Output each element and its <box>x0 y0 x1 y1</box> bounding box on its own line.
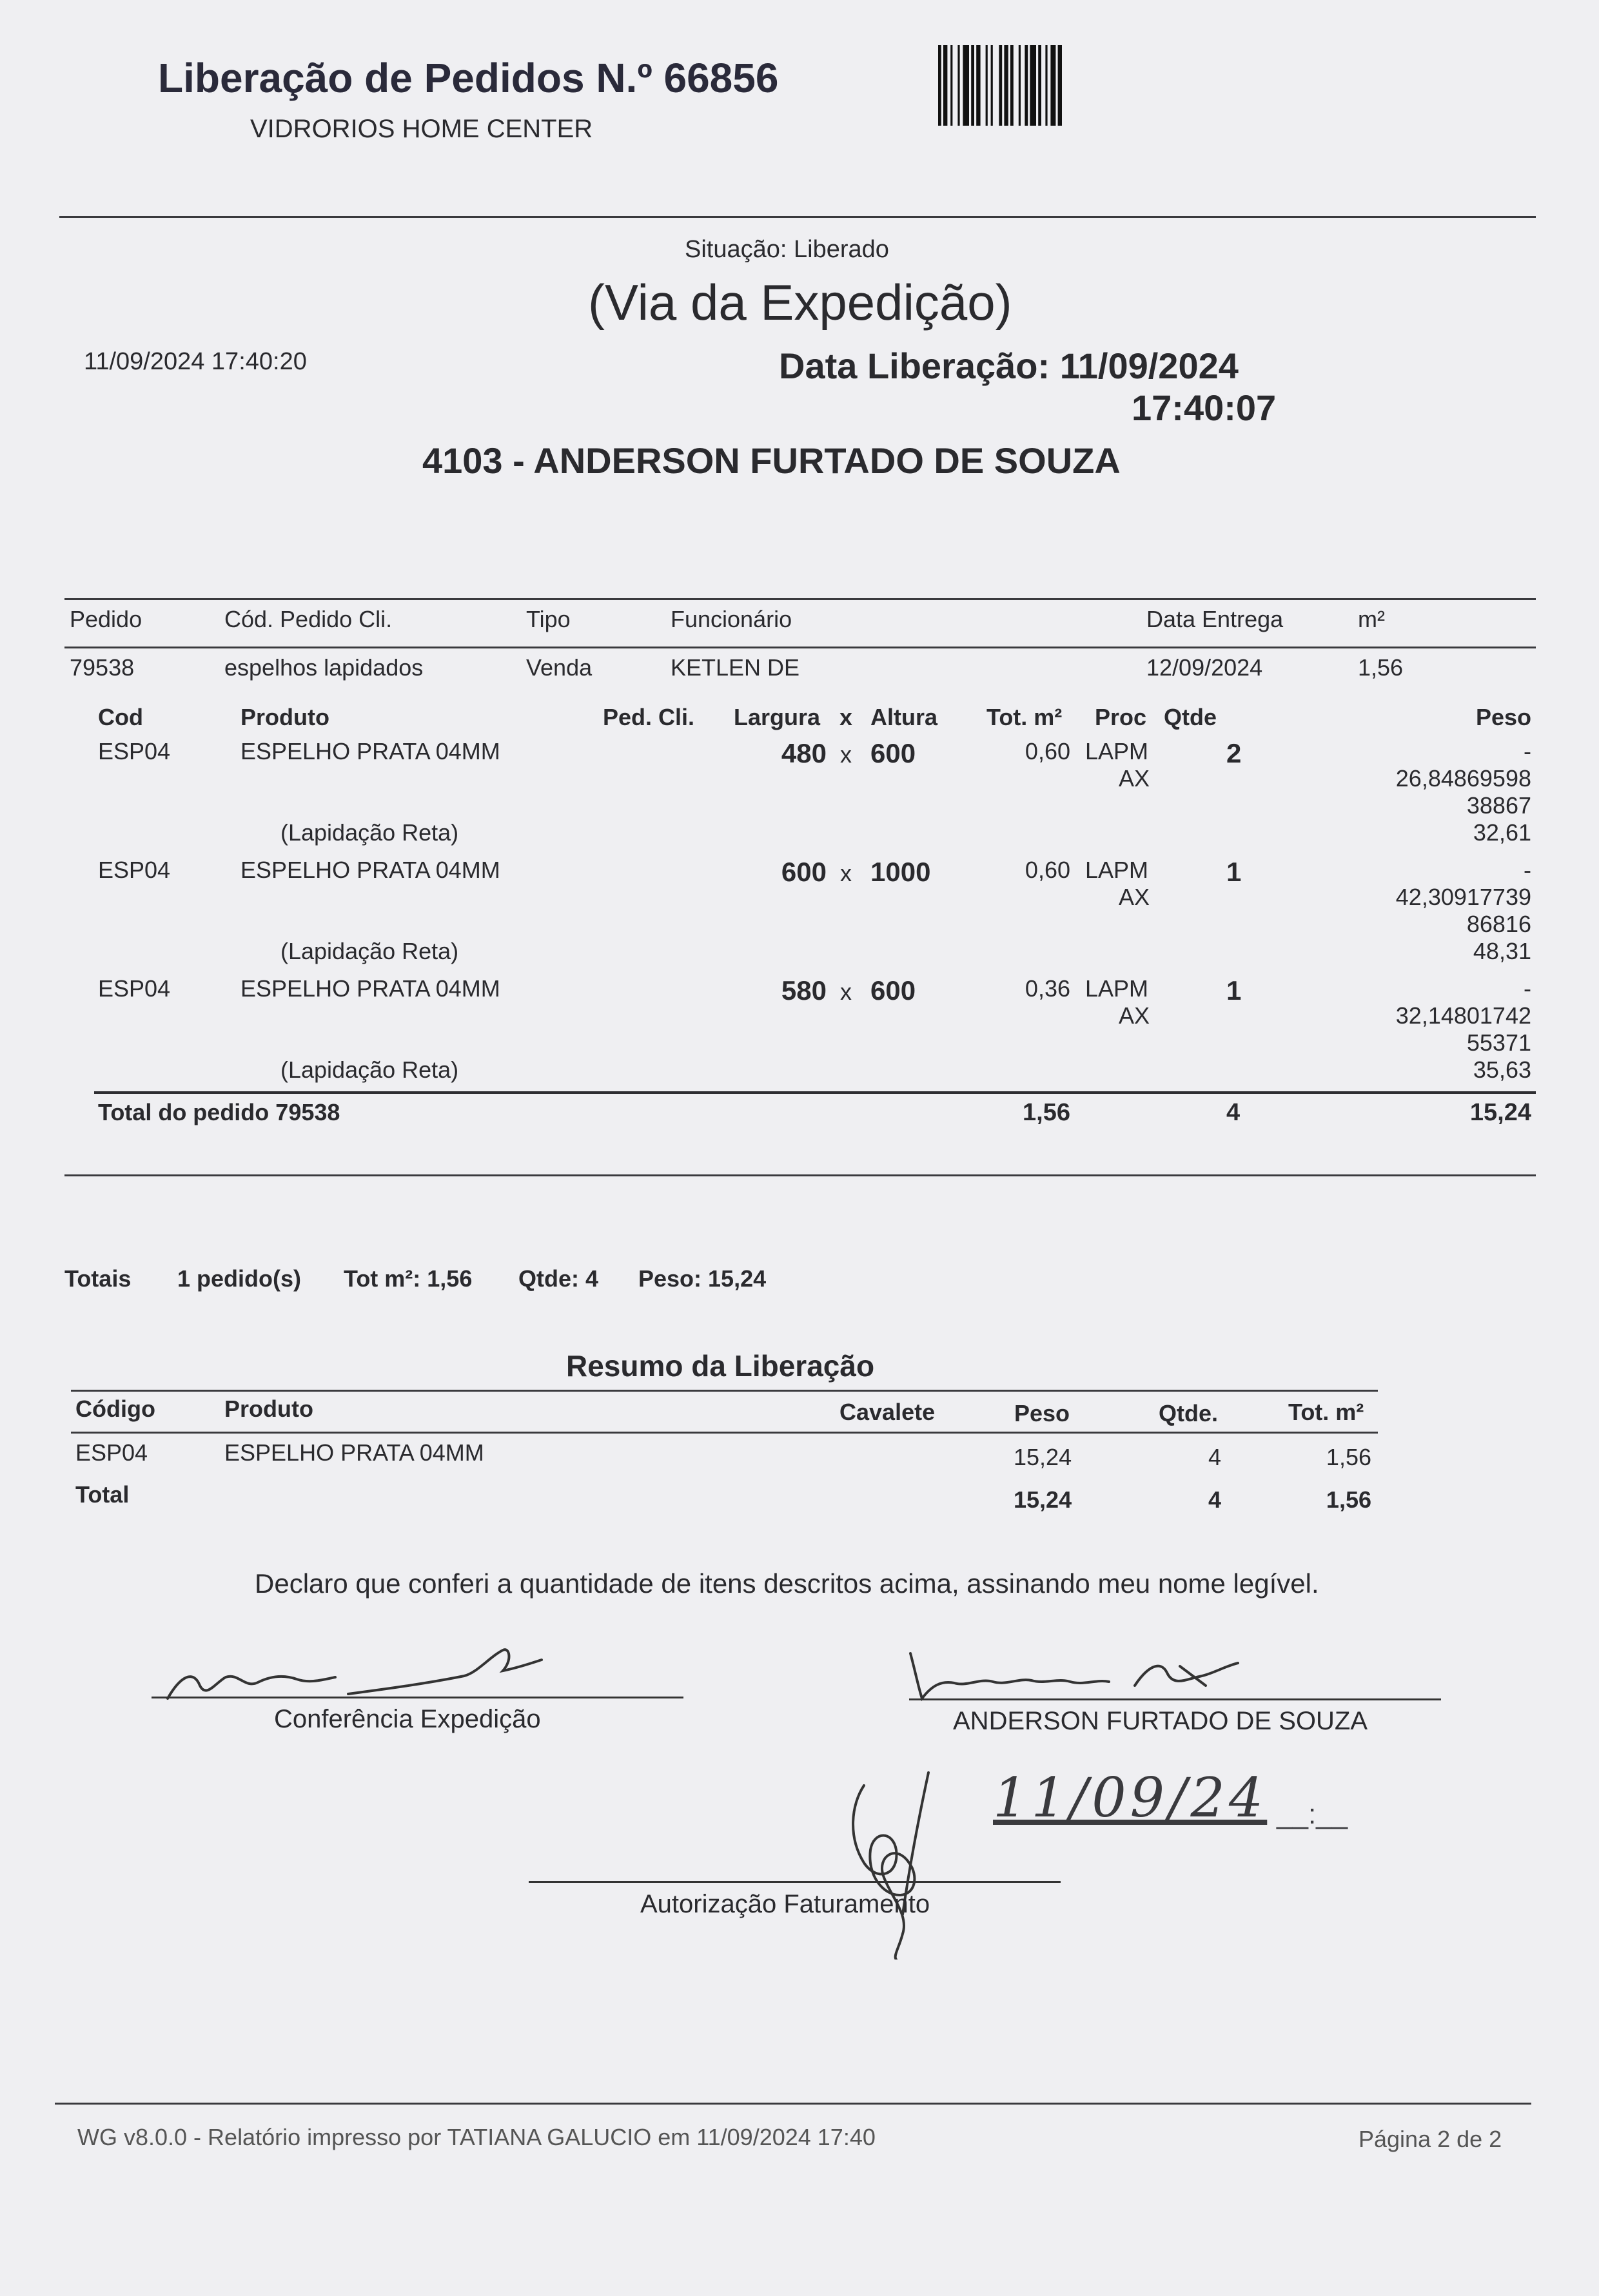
cliente-signature-label: ANDERSON FURTADO DE SOUZA <box>953 1707 1368 1735</box>
item-proc: LAPM <box>1085 975 1149 1002</box>
document-title: Liberação de Pedidos N.º 66856 <box>158 55 779 101</box>
total-pedido-peso: 15,24 <box>1469 1099 1531 1126</box>
total-pedido-label: Total do pedido 79538 <box>98 1099 340 1125</box>
item-produto: ESPELHO PRATA 04MM <box>240 857 500 883</box>
total-pedido-m2: 1,56 <box>1023 1099 1070 1126</box>
pedido-table-top-rule <box>64 598 1536 600</box>
footer-page-number: Página 2 de 2 <box>1359 2126 1502 2152</box>
pedido-number: 79538 <box>70 654 135 681</box>
item-tot-m2: 0,60 <box>1025 857 1070 883</box>
item-obs: (Lapidação Reta) <box>280 1056 459 1083</box>
printed-at: 11/09/2024 17:40:20 <box>84 348 307 375</box>
tipo-value: Venda <box>526 654 593 681</box>
x-header: x <box>839 704 853 730</box>
item-cod: ESP04 <box>98 857 171 883</box>
resumo-top-rule <box>71 1390 1378 1392</box>
item-peso-detail-cont: 38867 <box>1466 792 1531 819</box>
item-peso-detail-cont: 55371 <box>1466 1029 1531 1056</box>
cliente-signature <box>903 1640 1264 1711</box>
item-altura: 600 <box>870 975 916 1006</box>
item-cod: ESP04 <box>98 738 171 764</box>
largura-header: Largura <box>734 704 821 730</box>
item-peso: 48,31 <box>1473 938 1531 964</box>
item-qtde: 1 <box>1226 975 1242 1006</box>
item-proc-ax: AX <box>1119 765 1150 792</box>
item-qtde: 2 <box>1226 738 1242 768</box>
item-peso-detail: 32,14801742 <box>1395 1002 1531 1029</box>
resumo-title: Resumo da Liberação <box>566 1349 875 1383</box>
m2-header: m² <box>1358 606 1385 632</box>
item-peso-detail: 26,84869598 <box>1395 765 1531 792</box>
resumo-peso-header: Peso <box>1014 1400 1070 1426</box>
resumo-produto-header: Produto <box>224 1396 313 1422</box>
resumo-total-peso: 15,24 <box>1014 1486 1072 1513</box>
item-x: x <box>840 741 852 768</box>
resumo-total-qtde: 4 <box>1208 1486 1222 1513</box>
funcionario-header: Funcionário <box>671 606 792 632</box>
item-cod: ESP04 <box>98 975 171 1002</box>
item-peso: 32,61 <box>1473 819 1531 846</box>
proc-header: Proc <box>1095 704 1147 730</box>
totais-pedidos: 1 pedido(s) <box>177 1265 302 1292</box>
qtde-header: Qtde <box>1164 704 1217 730</box>
company-name: VIDRORIOS HOME CENTER <box>250 115 593 143</box>
totais-peso: Peso: 15,24 <box>638 1265 767 1292</box>
resumo-qtde: 4 <box>1208 1444 1222 1470</box>
conferencia-label: Conferência Expedição <box>274 1705 541 1733</box>
time-placeholder: __:__ <box>1277 1798 1348 1830</box>
item-qtde: 1 <box>1226 857 1242 887</box>
item-x: x <box>840 860 852 886</box>
resumo-codigo: ESP04 <box>75 1439 148 1466</box>
cod-pedido-cli-header: Cód. Pedido Cli. <box>224 606 393 632</box>
resumo-codigo-header: Código <box>75 1396 155 1422</box>
tipo-header: Tipo <box>526 606 571 632</box>
item-altura: 600 <box>870 738 916 768</box>
data-entrega-value: 12/09/2024 <box>1146 654 1263 681</box>
header-divider <box>59 216 1536 218</box>
resumo-cavalete-header: Cavalete <box>839 1399 936 1425</box>
altura-header: Altura <box>870 704 938 730</box>
declaration-text: Declaro que conferi a quantidade de itens descritos acima, assinando meu nome legível. <box>255 1568 1319 1599</box>
pedido-header: Pedido <box>70 606 142 632</box>
total-pedido-rule <box>94 1091 1536 1094</box>
produto-header: Produto <box>240 704 329 730</box>
resumo-total-label: Total <box>75 1481 130 1508</box>
peso-header: Peso <box>1475 704 1531 730</box>
autorizacao-label: Autorização Faturamento <box>640 1890 930 1918</box>
data-entrega-header: Data Entrega <box>1146 606 1284 632</box>
autorizacao-signature-line <box>529 1881 1061 1883</box>
conferencia-signature <box>155 1637 554 1715</box>
item-x: x <box>840 978 852 1005</box>
resumo-total-tot-m2: 1,56 <box>1326 1486 1371 1513</box>
ped-cli-header: Ped. Cli. <box>603 704 695 730</box>
item-peso-detail-cont: 86816 <box>1466 911 1531 937</box>
item-obs: (Lapidação Reta) <box>280 819 459 846</box>
item-peso-dash: - <box>1524 857 1531 883</box>
totais-qtde: Qtde: 4 <box>518 1265 599 1292</box>
item-peso-dash: - <box>1524 738 1531 764</box>
resumo-produto: ESPELHO PRATA 04MM <box>224 1439 484 1466</box>
hora-liberacao: 17:40:07 <box>1132 387 1277 428</box>
item-tot-m2: 0,36 <box>1025 975 1070 1002</box>
item-peso: 35,63 <box>1473 1056 1531 1083</box>
resumo-peso: 15,24 <box>1014 1444 1072 1470</box>
resumo-qtde-header: Qtde. <box>1159 1400 1219 1426</box>
handwritten-date: 11/09/24 <box>993 1766 1268 1829</box>
item-largura: 580 <box>781 975 827 1006</box>
tot-m2-header: Tot. m² <box>986 704 1063 730</box>
item-largura: 600 <box>781 857 827 887</box>
pedido-table-header-rule <box>64 647 1536 648</box>
conferencia-signature-line <box>152 1697 683 1698</box>
cod-pedido-cli: espelhos lapidados <box>224 654 424 681</box>
item-proc: LAPM <box>1085 857 1149 883</box>
items-section-bottom-rule <box>64 1174 1536 1176</box>
item-peso-dash: - <box>1524 975 1531 1002</box>
item-largura: 480 <box>781 738 827 768</box>
totais-m2: Tot m²: 1,56 <box>344 1265 473 1292</box>
item-proc-ax: AX <box>1119 884 1150 910</box>
item-tot-m2: 0,60 <box>1025 738 1070 764</box>
situacao: Situação: Liberado <box>685 236 889 263</box>
item-obs: (Lapidação Reta) <box>280 938 459 964</box>
cliente-signature-line <box>909 1698 1441 1700</box>
funcionario-value: KETLEN DE <box>671 654 800 681</box>
data-liberacao: Data Liberação: 11/09/2024 <box>779 345 1239 386</box>
item-produto: ESPELHO PRATA 04MM <box>240 975 500 1002</box>
item-altura: 1000 <box>870 857 931 887</box>
totais-label: Totais <box>64 1265 132 1292</box>
autorizacao-signature <box>838 1766 954 1960</box>
total-pedido-qtde: 4 <box>1226 1099 1241 1126</box>
cliente-name: 4103 - ANDERSON FURTADO DE SOUZA <box>422 440 1121 481</box>
item-produto: ESPELHO PRATA 04MM <box>240 738 500 764</box>
item-peso-detail: 42,30917739 <box>1395 884 1531 910</box>
footer-printed-by: WG v8.0.0 - Relatório impresso por TATIANA GALUCIO em 11/09/2024 17:40 <box>77 2124 876 2150</box>
resumo-tot-m2: 1,56 <box>1326 1444 1371 1470</box>
item-proc: LAPM <box>1085 738 1149 764</box>
item-proc-ax: AX <box>1119 1002 1150 1029</box>
via-label: (Via da Expedição) <box>588 274 1012 331</box>
footer-rule <box>55 2103 1531 2105</box>
resumo-header-rule <box>71 1432 1378 1434</box>
barcode <box>938 45 1199 126</box>
cod-header: Cod <box>98 704 143 730</box>
m2-value: 1,56 <box>1358 654 1404 681</box>
resumo-tot-m2-header: Tot. m² <box>1288 1399 1364 1425</box>
